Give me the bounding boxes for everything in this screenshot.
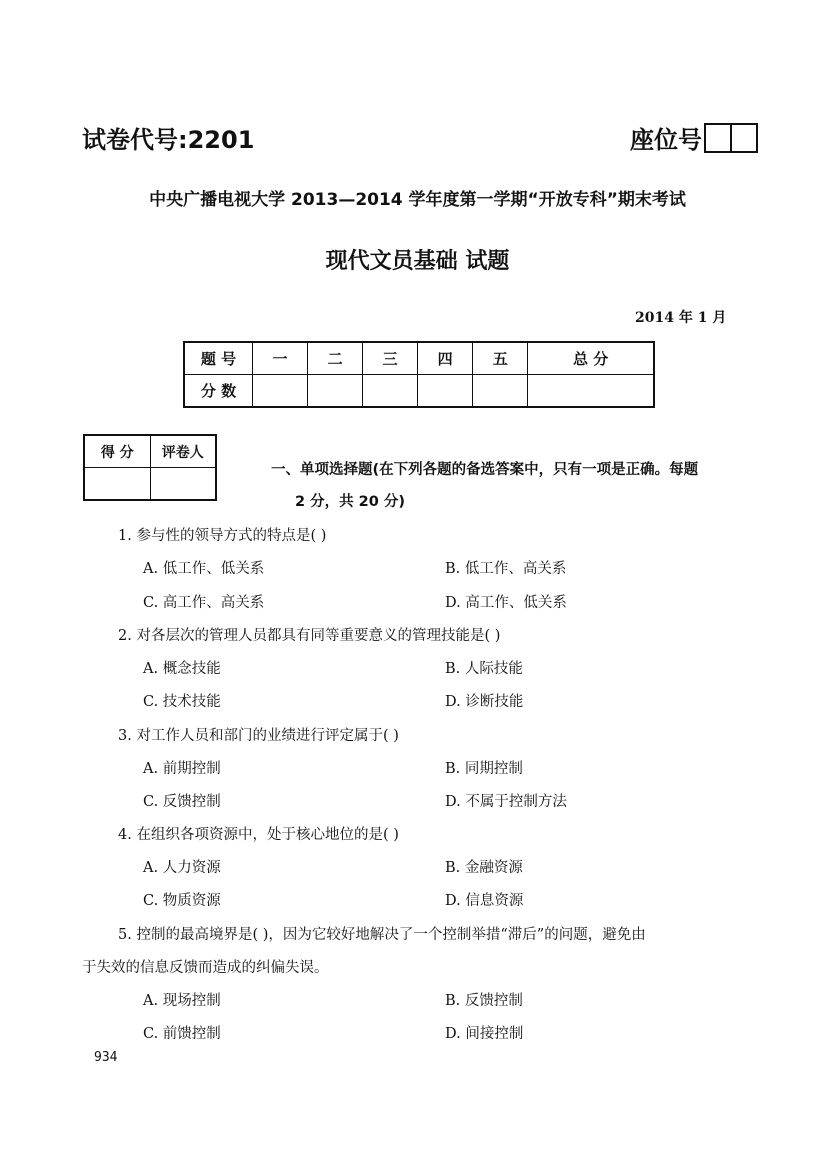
question-option: D. 高工作、低关系: [445, 595, 567, 611]
score-table-header-row: [184, 342, 654, 375]
question-stem: 4. 在组织各项资源中，处于核心地位的是( ): [118, 827, 399, 843]
question-option: D. 信息资源: [445, 893, 524, 909]
question-stem: 3. 对工作人员和部门的业绩进行评定属于( ): [118, 728, 399, 744]
question-option: B. 反馈控制: [445, 993, 523, 1009]
section-title-continued: 2 分，共 20 分): [295, 494, 406, 510]
question-option: C. 技术技能: [143, 694, 221, 710]
exam-name: 中央广播电视大学 2013—2014 学年度第一学期“开放专科”期末考试: [149, 190, 686, 210]
page-number: 934: [94, 1050, 118, 1065]
question-option: A. 前期控制: [143, 761, 221, 777]
seat-number-label: 座位号: [630, 126, 702, 154]
grader-score-cell: [84, 468, 150, 501]
seat-number-box: [730, 125, 756, 151]
score-cell: [363, 375, 418, 408]
score-table-row-label: 题 号: [184, 342, 253, 375]
question-option: B. 金融资源: [445, 860, 523, 876]
seat-number-box: [706, 125, 730, 151]
score-table-col: 五: [473, 342, 528, 375]
score-cell: [253, 375, 308, 408]
grader-table: [83, 434, 217, 501]
seat-number-area: [630, 120, 758, 155]
question-stem-continued: 于失效的信息反馈而造成的纠偏失误。: [82, 960, 329, 976]
question-option: A. 现场控制: [143, 993, 221, 1009]
score-table-col: 二: [308, 342, 363, 375]
question-option: C. 反馈控制: [143, 794, 221, 810]
question-option: D. 间接控制: [445, 1026, 524, 1042]
grader-name-label: 评卷人: [150, 435, 216, 468]
paper-code: 试卷代号:2201: [82, 126, 255, 154]
seat-number-boxes: [704, 123, 758, 153]
score-table-col: 一: [253, 342, 308, 375]
question-option: A. 概念技能: [143, 661, 221, 677]
question-option: A. 低工作、低关系: [143, 561, 265, 577]
score-cell: [418, 375, 473, 408]
score-table-score-row: [184, 375, 654, 408]
question-option: C. 高工作、高关系: [143, 595, 265, 611]
question-option: D. 不属于控制方法: [445, 794, 567, 810]
question-stem: 1. 参与性的领导方式的特点是( ): [118, 528, 327, 544]
score-table-col: 总 分: [528, 342, 654, 375]
grader-score-label: 得 分: [84, 435, 150, 468]
question-option: B. 低工作、高关系: [445, 561, 567, 577]
question-option: C. 物质资源: [143, 893, 221, 909]
score-table-col: 四: [418, 342, 473, 375]
question-option: C. 前馈控制: [143, 1026, 221, 1042]
question-option: D. 诊断技能: [445, 694, 524, 710]
exam-date: 2014 年 1 月: [635, 310, 727, 326]
question-option: B. 同期控制: [445, 761, 523, 777]
score-cell: [528, 375, 654, 408]
score-table: [183, 341, 655, 408]
question-stem: 2. 对各层次的管理人员都具有同等重要意义的管理技能是( ): [118, 628, 501, 644]
question-option: A. 人力资源: [143, 860, 221, 876]
exam-title: 现代文员基础 试题: [325, 249, 510, 274]
grader-name-cell: [150, 468, 216, 501]
score-cell: [308, 375, 363, 408]
score-table-col: 三: [363, 342, 418, 375]
question-stem: 5. 控制的最高境界是( )，因为它较好地解决了一个控制举措“滞后”的问题，避免由: [118, 927, 646, 943]
question-option: B. 人际技能: [445, 661, 523, 677]
score-cell: [473, 375, 528, 408]
score-table-row-label: 分 数: [184, 375, 253, 408]
section-title: 一、单项选择题(在下列各题的备选答案中，只有一项是正确。每题: [271, 462, 699, 478]
